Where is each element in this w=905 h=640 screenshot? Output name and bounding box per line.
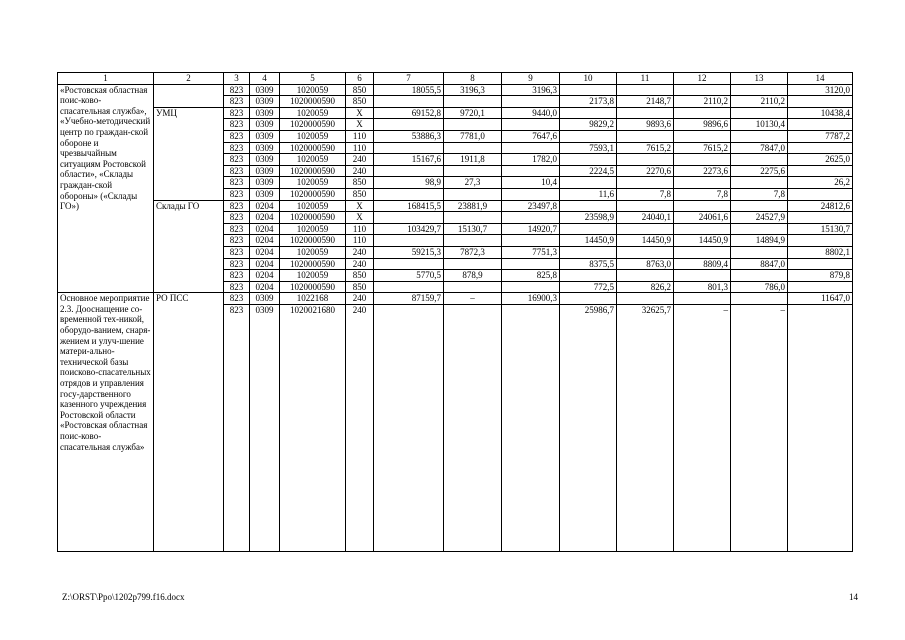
table-cell [617, 200, 674, 212]
table-cell: 7,8 [617, 188, 674, 200]
table-cell [374, 188, 444, 200]
table-cell: 24812,6 [788, 200, 853, 212]
table-cell: 110 [346, 235, 374, 247]
table-cell: 850 [346, 177, 374, 189]
table-cell: 27,3 [444, 177, 502, 189]
table-cell [788, 188, 853, 200]
table-cell [731, 177, 788, 189]
table-cell: 168415,5 [374, 200, 444, 212]
table-cell: 240 [346, 304, 374, 551]
table-cell: 1020059 [280, 223, 346, 235]
table-cell: 1020000590 [280, 188, 346, 200]
program-name-cell: «Ростовская областная поис-ково-спасательная служба», «Учебно-методический центр по граждан-ской обороне и чрезвычайным ситуациям Ростовской области», «Склады граждан-ской обороны» («Склады ГО») [58, 84, 154, 293]
table-cell: 0204 [250, 235, 280, 247]
page-number: 14 [849, 592, 858, 602]
table-cell: 1020000590 [280, 142, 346, 154]
table-cell [674, 270, 731, 282]
table-cell [674, 107, 731, 119]
table-cell: 823 [224, 130, 250, 142]
table-cell [731, 130, 788, 142]
header-cell: 13 [731, 73, 788, 85]
table-cell [731, 84, 788, 96]
table-cell: 1020000590 [280, 258, 346, 270]
table-cell [617, 107, 674, 119]
table-cell [788, 165, 853, 177]
table-cell [560, 154, 617, 166]
table-cell: X [346, 200, 374, 212]
table-cell [374, 304, 444, 551]
table-cell [444, 188, 502, 200]
table-cell: 1020000590 [280, 281, 346, 293]
table-cell: – [731, 304, 788, 551]
table-cell [788, 258, 853, 270]
table-cell [674, 84, 731, 96]
table-cell [444, 212, 502, 224]
table-cell [444, 281, 502, 293]
table-cell: 110 [346, 130, 374, 142]
table-cell: 9440,0 [502, 107, 560, 119]
table-cell: 2275,6 [731, 165, 788, 177]
header-cell: 1 [58, 73, 154, 85]
table-cell: 0204 [250, 246, 280, 258]
table-cell: X [346, 107, 374, 119]
table-cell [788, 281, 853, 293]
table-cell [374, 212, 444, 224]
table-cell [374, 96, 444, 108]
program-name-cell: Основное мероприятие 2.3. Дооснащение со-временной тех-никой, оборудо-ванием, снаря-жением и улуч-шение матери-ально-технической базы поисково-спасательных отрядов и управления госу-дарственного казенного учреждения Ростовской области «Ростовская областная поис-ково-спасательная служба» [58, 293, 154, 552]
table-cell [788, 235, 853, 247]
table-cell: 7615,2 [617, 142, 674, 154]
table-cell: 240 [346, 293, 374, 305]
table-cell: 0204 [250, 270, 280, 282]
table-cell: 1911,8 [444, 154, 502, 166]
executor-cell: РО ПСС [154, 293, 224, 552]
table-cell: 823 [224, 281, 250, 293]
table-cell: 7615,2 [674, 142, 731, 154]
table-cell: 823 [224, 223, 250, 235]
table-cell: 16900,3 [502, 293, 560, 305]
table-cell [444, 258, 502, 270]
table-cell [617, 223, 674, 235]
table-cell: – [674, 304, 731, 551]
table-cell [674, 177, 731, 189]
table-cell: 8847,0 [731, 258, 788, 270]
table-cell [560, 177, 617, 189]
table-cell: 9720,1 [444, 107, 502, 119]
table-cell: 7872,3 [444, 246, 502, 258]
table-cell: 823 [224, 96, 250, 108]
table-cell: 0309 [250, 177, 280, 189]
header-cell: 4 [250, 73, 280, 85]
table-cell [374, 235, 444, 247]
table-cell: 2270,6 [617, 165, 674, 177]
table-cell: 53886,3 [374, 130, 444, 142]
table-cell: 850 [346, 188, 374, 200]
table-cell: 1020059 [280, 154, 346, 166]
executor-cell: Склады ГО [154, 200, 224, 293]
table-cell: 23598,9 [560, 212, 617, 224]
table-cell: 0309 [250, 188, 280, 200]
table-cell [674, 154, 731, 166]
table-cell [674, 223, 731, 235]
table-cell: 11647,0 [788, 293, 853, 305]
table-cell: 823 [224, 270, 250, 282]
header-cell: 10 [560, 73, 617, 85]
table-cell [374, 119, 444, 131]
table-cell: 1020059 [280, 84, 346, 96]
table-cell: 87159,7 [374, 293, 444, 305]
table-cell [502, 258, 560, 270]
table-cell: 823 [224, 235, 250, 247]
table-cell: 7,8 [731, 188, 788, 200]
budget-table [57, 72, 853, 552]
header-cell: 9 [502, 73, 560, 85]
table-row [58, 293, 853, 305]
table-cell: 24040,1 [617, 212, 674, 224]
table-cell [617, 293, 674, 305]
header-cell: 12 [674, 73, 731, 85]
table-cell: X [346, 119, 374, 131]
table-cell [731, 270, 788, 282]
table-cell [444, 96, 502, 108]
table-cell: 26,2 [788, 177, 853, 189]
table-cell [788, 304, 853, 551]
table-cell: 9893,6 [617, 119, 674, 131]
table-row [58, 84, 853, 96]
table-cell: 14450,9 [674, 235, 731, 247]
table-cell: 23881,9 [444, 200, 502, 212]
table-cell: 0309 [250, 154, 280, 166]
table-cell [788, 142, 853, 154]
table-cell [374, 281, 444, 293]
table-cell: 2224,5 [560, 165, 617, 177]
table-cell: 240 [346, 258, 374, 270]
table-cell: 801,3 [674, 281, 731, 293]
table-cell: 823 [224, 142, 250, 154]
table-cell: 1020059 [280, 177, 346, 189]
table-cell: 823 [224, 119, 250, 131]
table-cell: 850 [346, 96, 374, 108]
table-cell [560, 200, 617, 212]
table-cell: 0309 [250, 142, 280, 154]
table-cell: 59215,3 [374, 246, 444, 258]
table-cell: 0309 [250, 293, 280, 305]
table-cell: 0309 [250, 96, 280, 108]
table-cell: 0309 [250, 84, 280, 96]
table-cell [617, 84, 674, 96]
table-cell: 1020059 [280, 200, 346, 212]
table-cell: 18055,5 [374, 84, 444, 96]
header-cell: 6 [346, 73, 374, 85]
table-cell: 823 [224, 293, 250, 305]
table-cell [560, 130, 617, 142]
table-cell: 0204 [250, 258, 280, 270]
table-cell: 110 [346, 142, 374, 154]
header-cell: 8 [444, 73, 502, 85]
table-cell [502, 281, 560, 293]
table-cell: 823 [224, 258, 250, 270]
table-cell: 1020021680 [280, 304, 346, 551]
table-cell: 24061,6 [674, 212, 731, 224]
table-cell: 850 [346, 270, 374, 282]
table-cell: 15130,7 [788, 223, 853, 235]
table-cell: 10438,4 [788, 107, 853, 119]
table-cell [374, 165, 444, 177]
table-cell: 8763,0 [617, 258, 674, 270]
table-cell: 5770,5 [374, 270, 444, 282]
table-cell [560, 293, 617, 305]
header-row [58, 73, 853, 85]
table-cell: 0204 [250, 200, 280, 212]
header-cell: 7 [374, 73, 444, 85]
table-cell: 1020059 [280, 130, 346, 142]
table-cell: 8809,4 [674, 258, 731, 270]
table-cell [788, 96, 853, 108]
table-cell: 1020059 [280, 107, 346, 119]
table-cell [502, 96, 560, 108]
table-cell: 0204 [250, 281, 280, 293]
table-cell: 3196,3 [502, 84, 560, 96]
table-cell: 1022168 [280, 293, 346, 305]
table-row [58, 200, 853, 212]
table-cell: 1020000590 [280, 96, 346, 108]
table-cell [374, 142, 444, 154]
table-cell: 823 [224, 188, 250, 200]
table-cell: 7787,2 [788, 130, 853, 142]
header-cell: 11 [617, 73, 674, 85]
table-cell: 0204 [250, 212, 280, 224]
table-cell [617, 154, 674, 166]
table-cell: 823 [224, 154, 250, 166]
table-cell: 850 [346, 281, 374, 293]
table-cell [617, 177, 674, 189]
table-cell [674, 130, 731, 142]
table-cell: 0204 [250, 223, 280, 235]
table-cell [444, 304, 502, 551]
header-cell: 14 [788, 73, 853, 85]
table-cell: – [444, 293, 502, 305]
table-cell: 240 [346, 165, 374, 177]
table-cell: 786,0 [731, 281, 788, 293]
table-cell: 825,8 [502, 270, 560, 282]
table-cell [502, 188, 560, 200]
table-cell: 826,2 [617, 281, 674, 293]
table-cell: 1020059 [280, 246, 346, 258]
table-cell: 69152,8 [374, 107, 444, 119]
table-cell: 850 [346, 84, 374, 96]
table-cell [374, 258, 444, 270]
table-cell [617, 246, 674, 258]
table-cell: 0309 [250, 165, 280, 177]
executor-cell: УМЦ [154, 107, 224, 200]
table-cell: 823 [224, 107, 250, 119]
table-cell: 0309 [250, 107, 280, 119]
table-cell: 14450,9 [617, 235, 674, 247]
table-cell: 823 [224, 246, 250, 258]
table-cell [560, 270, 617, 282]
table-cell: 879,8 [788, 270, 853, 282]
table-cell: 823 [224, 177, 250, 189]
header-cell: 3 [224, 73, 250, 85]
table-cell: 878,9 [444, 270, 502, 282]
table-cell: 3196,3 [444, 84, 502, 96]
table-cell [731, 223, 788, 235]
table-cell: 2110,2 [731, 96, 788, 108]
table-cell [731, 293, 788, 305]
table-cell [560, 223, 617, 235]
table-cell [674, 293, 731, 305]
table-cell: 823 [224, 212, 250, 224]
file-path: Z:\ORST\Ppo\1202p799.f16.docx [62, 592, 185, 602]
table-cell: 1782,0 [502, 154, 560, 166]
table-cell: 7647,6 [502, 130, 560, 142]
table-cell: 14920,7 [502, 223, 560, 235]
table-cell [502, 119, 560, 131]
table-cell: 0309 [250, 304, 280, 551]
table-cell [560, 84, 617, 96]
table-cell: 2110,2 [674, 96, 731, 108]
table-cell: 7593,1 [560, 142, 617, 154]
table-cell [444, 235, 502, 247]
table-cell [731, 154, 788, 166]
table-cell: 823 [224, 165, 250, 177]
table-cell: 25986,7 [560, 304, 617, 551]
table-cell [731, 246, 788, 258]
table-cell: 823 [224, 84, 250, 96]
table-cell: 103429,7 [374, 223, 444, 235]
table-cell [444, 142, 502, 154]
table-cell: 9829,2 [560, 119, 617, 131]
table-cell: 14450,9 [560, 235, 617, 247]
table-cell: 240 [346, 154, 374, 166]
table-cell: 2148,7 [617, 96, 674, 108]
table-cell: 9896,6 [674, 119, 731, 131]
table-cell: 823 [224, 200, 250, 212]
table-cell: 15167,6 [374, 154, 444, 166]
table-cell [560, 246, 617, 258]
table-cell [502, 235, 560, 247]
table-cell: 7751,3 [502, 246, 560, 258]
table-cell: 98,9 [374, 177, 444, 189]
table-cell: 823 [224, 304, 250, 551]
table-cell: 2625,0 [788, 154, 853, 166]
table-cell: 10,4 [502, 177, 560, 189]
table-cell [788, 119, 853, 131]
table-cell: 2273,6 [674, 165, 731, 177]
table-cell: 10130,4 [731, 119, 788, 131]
table-cell [617, 270, 674, 282]
table-cell [502, 212, 560, 224]
table-cell: 1020000590 [280, 235, 346, 247]
table-cell [502, 165, 560, 177]
table-cell: 1020000590 [280, 212, 346, 224]
table-cell: 1020059 [280, 270, 346, 282]
table-cell: 24527,9 [731, 212, 788, 224]
table-cell [617, 130, 674, 142]
table-cell: 32625,7 [617, 304, 674, 551]
table-cell [502, 304, 560, 551]
table-cell: 2173,8 [560, 96, 617, 108]
table-cell: 8375,5 [560, 258, 617, 270]
table-cell: 1020000590 [280, 119, 346, 131]
header-cell: 5 [280, 73, 346, 85]
table-cell: 8802,1 [788, 246, 853, 258]
table-cell [560, 107, 617, 119]
table-cell: 772,5 [560, 281, 617, 293]
table-row [58, 107, 853, 119]
table-cell [674, 200, 731, 212]
table-cell: 7847,0 [731, 142, 788, 154]
table-cell: 0309 [250, 119, 280, 131]
table-cell: 23497,8 [502, 200, 560, 212]
table-cell [674, 246, 731, 258]
table-cell [731, 107, 788, 119]
table-cell: 3120,0 [788, 84, 853, 96]
table-cell: 240 [346, 246, 374, 258]
executor-cell [154, 84, 224, 107]
table-cell [444, 119, 502, 131]
table-cell: 14894,9 [731, 235, 788, 247]
table-cell: 11,6 [560, 188, 617, 200]
table-cell [731, 200, 788, 212]
table-cell [444, 165, 502, 177]
table-cell: X [346, 212, 374, 224]
table-cell: 7,8 [674, 188, 731, 200]
table-cell [788, 212, 853, 224]
table-cell: 15130,7 [444, 223, 502, 235]
table-cell [502, 142, 560, 154]
header-cell: 2 [154, 73, 224, 85]
table-cell: 7781,0 [444, 130, 502, 142]
table-cell: 1020000590 [280, 165, 346, 177]
table-cell: 0309 [250, 130, 280, 142]
table-cell: 110 [346, 223, 374, 235]
